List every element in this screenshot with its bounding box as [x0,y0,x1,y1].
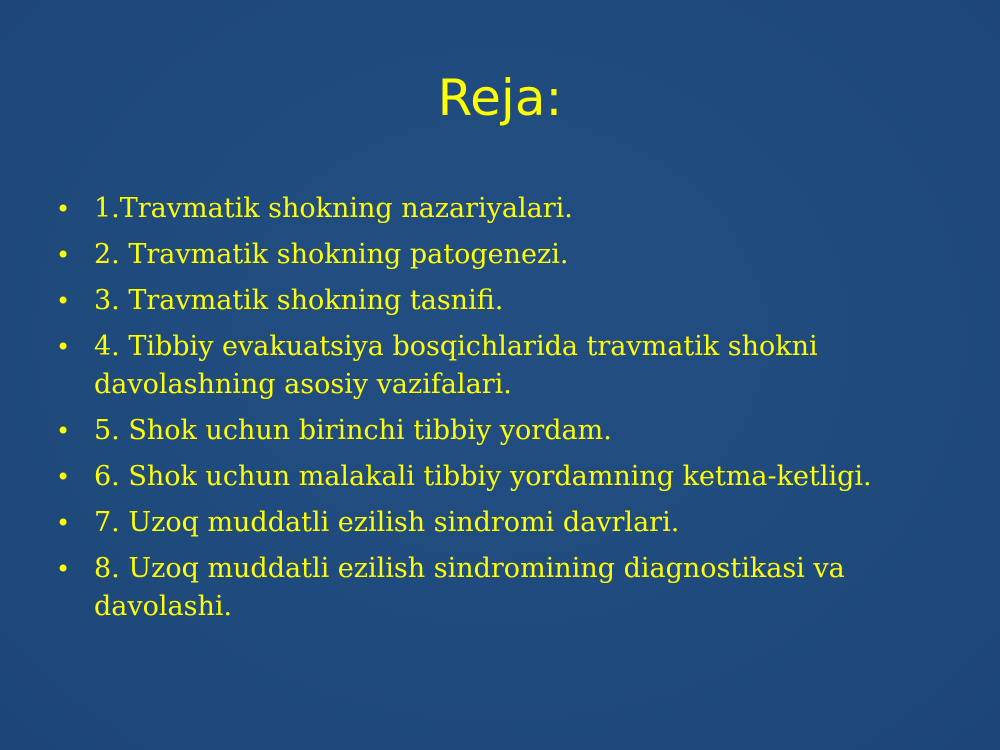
list-item-text: 5. Shok uchun birinchi tibbiy yordam. [94,415,612,446]
bullet-icon: • [56,555,71,583]
list-item [56,458,936,496]
list-item-text: 7. Uzoq muddatli ezilish sindromi davrlari. [94,507,680,538]
list-item [56,190,936,228]
list-item [56,328,936,404]
plan-list [56,190,936,634]
list-item-text: 4. Tibbiy evakuatsiya bosqichlarida travmatik shokni davolashning asosiy vazifalari. [94,331,818,400]
list-item [56,504,936,542]
list-item [56,236,936,274]
bullet-icon: • [56,195,71,223]
slide-title: Reja: [437,69,563,127]
list-item-text: 1.Travmatik shokning nazariyalari. [94,193,573,224]
bullet-icon: • [56,241,71,269]
list-item-text: 2. Travmatik shokning patogenezi. [94,239,569,270]
bullet-icon: • [56,333,71,361]
list-item-text: 6. Shok uchun malakali tibbiy yordamning ketma-ketligi. [94,461,872,492]
bullet-icon: • [56,287,71,315]
bullet-icon: • [56,417,71,445]
bullet-icon: • [56,509,71,537]
list-item [56,550,936,626]
bullet-icon: • [56,463,71,491]
list-item-text: 3. Travmatik shokning tasnifi. [94,285,504,316]
list-item [56,282,936,320]
list-item-text: 8. Uzoq muddatli ezilish sindromining diagnostikasi va davolashi. [94,553,845,622]
list-item [56,412,936,450]
